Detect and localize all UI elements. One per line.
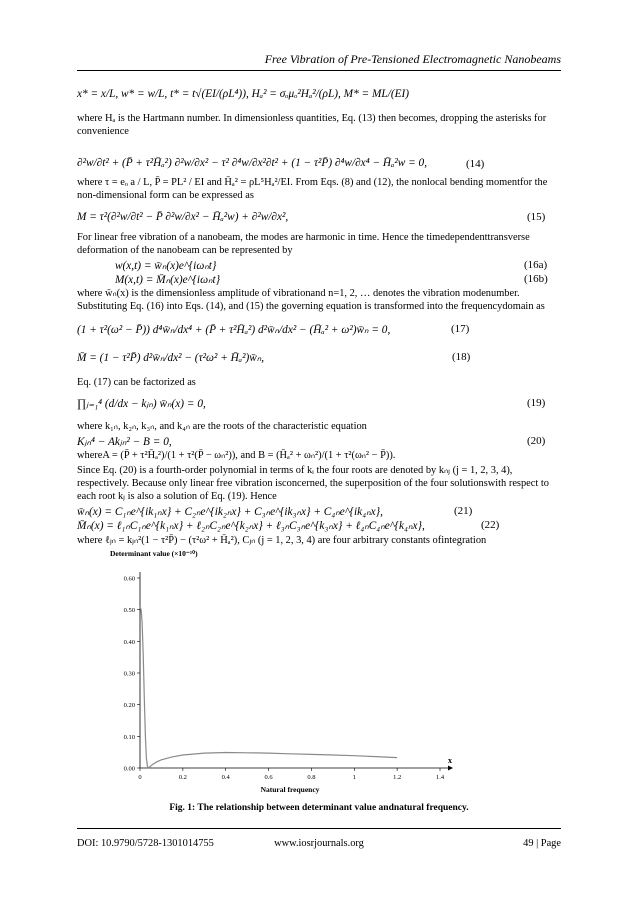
equation-16b-label: (16b): [524, 273, 548, 285]
x-axis-label: Natural frequency: [260, 785, 320, 794]
y-tick-label: 0.00: [123, 765, 135, 773]
running-title: Free Vibration of Pre-Tensioned Electromagnetic Nanobeams: [264, 52, 561, 66]
y-tick-label: 0.30: [123, 670, 135, 678]
paragraph-harmonic: For linear free vibration of a nanobeam, the modes are harmonic in time. Hence the timedependenttransverse deformation of the nanobeam can be represented by: [77, 232, 530, 256]
equation-15-label: (15): [527, 211, 546, 223]
equation-nondimensional: x* = x/L, w* = w/L, t* = t√(EI/(ρL⁴)), Hₐ² = σₒμₒ²Hₐ²/(ρL), M* = ML/(EI): [77, 88, 410, 100]
y-tick-label: 0.60: [123, 575, 135, 583]
y-tick-label: 0.20: [123, 702, 135, 710]
equation-16b: M(x,t) = M̄ₙ(x)e^{iωₙt}: [115, 274, 221, 286]
x-tick-label: 0: [138, 774, 142, 781]
footer-rule: [77, 828, 561, 829]
x-tick-label: 1: [352, 774, 356, 781]
footer-site: www.iosrjournals.org: [274, 838, 364, 849]
equation-20: Kⱼₙ⁴ − Akⱼₙ² − B = 0,: [77, 436, 172, 448]
equation-19-label: (19): [527, 397, 546, 409]
equation-22: M̄ₙ(x) = ℓ₁ₙC₁ₙe^{k₁ₙx} + ℓ₂ₙC₂ₙe^{k₂ₙx} + ℓ₃ₙC₃ₙe^{k₃ₙx} + ℓ₄ₙC₄ₙe^{k₄ₙx},: [77, 520, 425, 532]
determinant-chart: [110, 548, 530, 808]
equation-14: ∂²w/∂t² + (P̄ + τ²H̄ₐ²) ∂²w/∂x² − τ² ∂⁴w/∂x²∂t² + (1 − τ²P̄) ∂⁴w/∂x⁴ − H̄ₐ²w = 0,: [77, 157, 428, 169]
equation-18-label: (18): [452, 351, 471, 363]
paragraph-frequency-domain: where w̄ₙ(x) is the dimensionless amplitude of vibrationand n=1, 2, … denotes the vibration modenumber. Substituting Eq. (16) into Eqs. (14), and (15) the governing equation is transformed into the frequencydomain as: [77, 288, 545, 312]
equation-17-label: (17): [451, 323, 470, 335]
footer-page: 49 | Page: [523, 838, 561, 849]
equation-21-label: (21): [454, 505, 473, 517]
paragraph-integration-constants: where ℓⱼₙ = kⱼₙ²(1 − τ²P̄) − (τ²ω² + H̄ₐ²), Cⱼₙ (j = 1, 2, 3, 4) are four arbitrary constants ofintegration: [77, 535, 487, 546]
x-tick-label: 1.2: [393, 774, 402, 781]
equation-17: (1 + τ²(ω² − P̄)) d⁴w̄ₙ/dx⁴ + (P̄ + τ²H̄ₐ²) d²w̄ₙ/dx² − (H̄ₐ² + ω²)w̄ₙ = 0,: [77, 324, 391, 336]
paragraph-superposition: Since Eq. (20) is a fourth-order polynomial in terms of kᵢ the four roots are denoted by kₙⱼ (j = 1, 2, 3, 4), respectively. Because only linear free vibration isconcerned, the superposition of the four solutionswith respect to each root kⱼ is also a solution of Eq. (19). Hence: [77, 465, 549, 502]
equation-21: w̄ₙ(x) = C₁ₙe^{ik₁ₙx} + C₂ₙe^{ik₂ₙx} + C₃ₙe^{ik₃ₙx} + C₄ₙe^{ik₄ₙx},: [77, 506, 383, 518]
x-tick-label: 1.4: [435, 774, 445, 781]
x-tick-label: 0.2: [178, 774, 187, 781]
y-axis-label: Determinant value (×10⁻¹⁰): [110, 549, 198, 558]
x-tick-label: 0.4: [221, 774, 230, 781]
x-tick-label: 0.8: [307, 774, 316, 781]
paragraph-hartmann: where Hₐ is the Hartmann number. In dimensionless quantities, Eq. (13) then becomes, dropping the asterisks for convenience: [77, 113, 547, 137]
equation-19: ∏ⱼ₌₁⁴ (d/dx − kⱼₙ) w̄ₙ(x) = 0,: [77, 398, 206, 410]
equation-18: M̄ = (1 − τ²P̄) d²w̄ₙ/dx² − (τ²ω² + H̄ₐ²)w̄ₙ,: [77, 352, 265, 364]
x-axis-letter: x: [448, 756, 452, 765]
x-axis-arrow: [448, 766, 453, 771]
equation-14-label: (14): [466, 158, 485, 170]
footer-doi: DOI: 10.9790/5728-1301014755: [77, 838, 214, 849]
equation-16a-label: (16a): [524, 259, 548, 271]
series-line: [140, 607, 397, 769]
x-tick-label: 0.6: [264, 774, 273, 781]
equation-22-label: (22): [481, 519, 500, 531]
equation-15: M = τ²(∂²w/∂t² − P̄ ∂²w/∂x² − H̄ₐ²w) + ∂²w/∂x²,: [77, 211, 289, 223]
y-tick-label: 0.50: [123, 607, 135, 615]
equation-20-label: (20): [527, 435, 546, 447]
figure-caption: Fig. 1: The relationship between determinant value andnatural frequency.: [169, 803, 469, 813]
paragraph-definitions: where τ = eₒ a / L, P̄ = PL² / EI and H̄ₐ² = ρL⁵Hₐ²/EI. From Eqs. (8) and (12), the nonlocal bending momentfor the non-dimensional form can be expressed as: [77, 177, 548, 201]
equation-16a: w(x,t) = w̄ₙ(x)e^{iωₙt}: [115, 260, 217, 272]
header-rule: [77, 70, 561, 71]
paragraph-roots: where k₁ₙ, k₂ₙ, k₃ₙ, and k₄ₙ are the roots of the characteristic equation: [77, 421, 367, 432]
paragraph-coefficients: whereA = (P̄ + τ²H̄ₐ²)/(1 + τ²(P̄ − ωₙ²)), and B = (H̄ₐ² + ωₙ²)/(1 + τ²(ωₙ² − P̄)).: [77, 450, 396, 461]
y-tick-label: 0.40: [123, 638, 135, 646]
y-tick-label: 0.10: [123, 733, 135, 741]
paragraph-factorized: Eq. (17) can be factorized as: [77, 377, 196, 388]
